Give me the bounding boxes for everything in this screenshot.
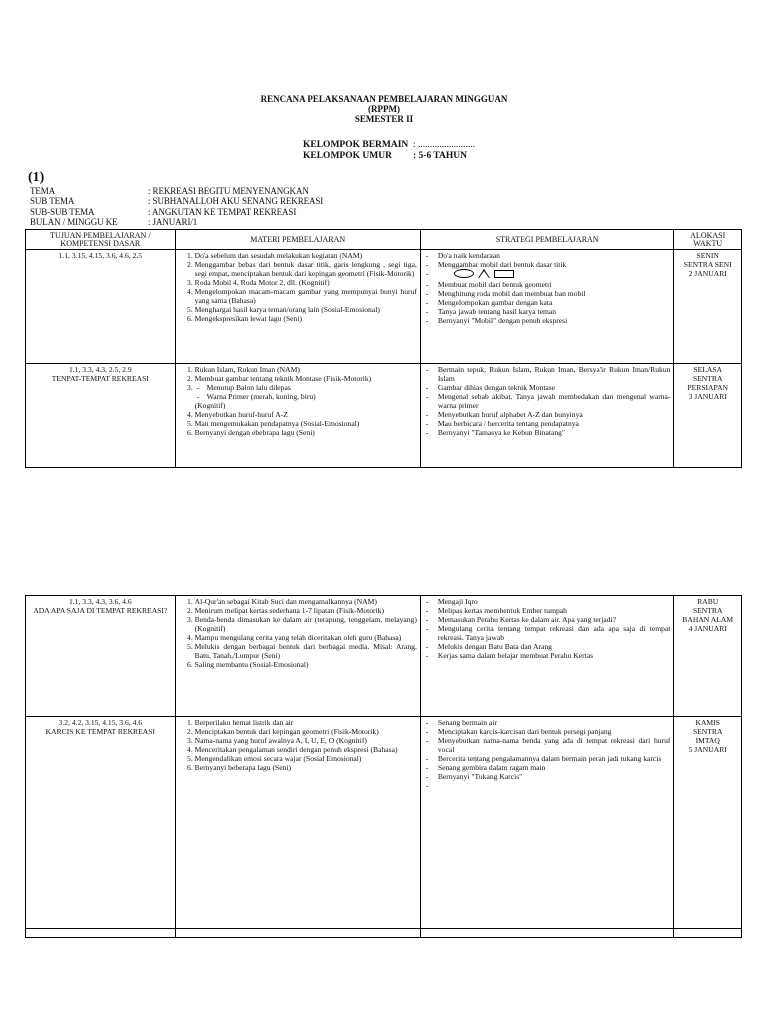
- list-item: - Menciptakan karcis-karcisan dari bentuk persegi panjang: [438, 727, 671, 736]
- materi-list: [179, 365, 417, 437]
- subsubtema-label: SUB-SUB TEMA: [30, 207, 95, 217]
- list-item: - Menggambar mobil dari bentuk dasar titik: [438, 260, 671, 269]
- materi-list: [179, 597, 417, 669]
- document-title: RENCANA PELAKSANAAN PEMBELAJARAN MINGGUAN: [260, 94, 508, 104]
- list-item: - Mengelompokan gambar dengan kata: [438, 298, 671, 307]
- kelompok-umur-line: [303, 151, 467, 161]
- list-item: 5. Melukis dengan berbagai bentuk dari berbagai media. Misal: Arang, Batu, Tanah,/Lumpur (Seni): [195, 642, 417, 660]
- waktu-sentra: SENTRA: [692, 727, 723, 736]
- list-item: - Warna Primer (merah, kuning, biru): [207, 392, 417, 401]
- table-row: [26, 717, 742, 929]
- list-item: - Menghitung roda mobil dan membuat ban mobil: [438, 289, 671, 298]
- list-item: - Mengaji Iqro: [438, 597, 671, 606]
- list-item: - Memasukan Perahu Kertas ke dalam air. Apa yang terjadi?: [438, 615, 671, 624]
- materi-cell: [175, 596, 420, 717]
- list-item: 3. Roda Mobil 4, Roda Motor 2, dll. (Kognitif): [195, 278, 417, 287]
- kd-numbers: 3.2, 4.2, 3.15, 4.15, 3.6, 4.6: [58, 718, 143, 727]
- waktu-date: 3 JANUARI: [688, 392, 727, 401]
- kd-title: TENPAT-TEMPAT REKREASI: [51, 374, 149, 383]
- waktu-date: 2 JANUARI: [688, 269, 727, 278]
- list-item: - Menyebutkan nama-nama benda yang ada di tempat rekreasi dari huruf vocal: [438, 736, 671, 754]
- list-item: 5. Mengendalikan emosi secara wajar (Sosial Emosional): [195, 754, 417, 763]
- waktu-day: RABU: [697, 597, 719, 606]
- strategi-cell: [420, 596, 674, 717]
- strategi-list: [424, 718, 671, 781]
- list-item: - Bermain tepuk, Rukun Islam, Rukun Iman, Bersya'ir Rukun Iman/Rukun Islam: [438, 365, 671, 383]
- list-item: 1. Berperilaku hemat listrik dan air: [195, 718, 417, 727]
- bulan-value: : JANUARI/1: [148, 217, 198, 227]
- list-item: 6. Bernyanyi beberapa lagu (Seni): [195, 763, 417, 772]
- waktu-cell: [674, 596, 742, 717]
- list-item: 2. Menciptakan bentuk dari kepingan geometri (Fisik-Motorik): [195, 727, 417, 736]
- list-item: 2. Menirum melipat kertas sederhana 1-7 lipatan (Fisik-Motorik): [195, 606, 417, 615]
- waktu-cell: [674, 250, 742, 364]
- waktu-day: SELASA: [693, 365, 723, 374]
- list-item: 4. Mampu mengulang cerita yang telah diceritakan oleh guru (Bahasa): [195, 633, 417, 642]
- semester-label: SEMESTER II: [354, 114, 414, 124]
- list-item: - Bercerita tentang pengalamannya dalam bermain peran jadi tukang karcis: [438, 754, 671, 763]
- list-item: 2. Menggambar bebas dari bentuk dasar titik, garis lengkung , segi tiga, segi empat, menciptakan bentuk dari kepingan geometri (Fisik-Motorik): [195, 260, 417, 278]
- list-item: 1. Do'a sebelum dan sesudah melakukan kegiatan (NAM): [195, 251, 417, 260]
- header-tujuan: TUJUAN PEMBELAJARAN / KOMPETENSI DASAR: [26, 230, 176, 250]
- kd-numbers: 1.1, 3.15, 4.15, 3.6, 4.6, 2.5: [58, 251, 143, 260]
- waktu-cell: [674, 717, 742, 929]
- waktu-date: 4 JANUARI: [688, 624, 727, 633]
- rppm-table-1: [25, 229, 742, 468]
- list-item: - Membuat mobil dari bentuk geometri: [438, 280, 671, 289]
- kd-title: KARCIS KE TEMPAT REKREASI: [45, 727, 155, 736]
- geometry-shapes: [438, 269, 671, 280]
- materi-note: (Kognitif): [194, 401, 226, 410]
- list-item: 5. Menghargai hasil karya teman/orang lain (Sosial-Emosional): [195, 305, 417, 314]
- subtema-value: : SUBHANALLOH AKU SENANG REKREASI: [148, 196, 324, 206]
- waktu-date: 5 JANUARI: [688, 745, 727, 754]
- waktu-sentra-name: BAHAN ALAM: [682, 615, 734, 624]
- kelompok-bermain-line: [303, 140, 475, 150]
- list-item: - Senang bermain air: [438, 718, 671, 727]
- waktu-sentra-name: PERSIAPAN: [687, 383, 729, 392]
- strategi-list: [424, 251, 671, 325]
- bulan-label: BULAN / MINGGU KE: [30, 217, 118, 227]
- waktu-cell: [674, 364, 742, 468]
- list-item: - Mengulang cerita tentang tempat rekreasi dan ada apa saja di tempat rekreasi. Tanya jawab: [438, 624, 671, 642]
- rectangle-icon: [494, 270, 514, 278]
- list-item: 1. Rukun Islam, Rukun Iman (NAM): [195, 365, 417, 374]
- header-strategi: STRATEGI PEMBELAJARAN: [420, 230, 674, 250]
- strategi-cell: [420, 250, 674, 364]
- list-item: 6. Saling membantu (Sosial-Emosional): [195, 660, 417, 669]
- list-item: - Bernyanyi "Tamasya ke Kebun Binatang": [438, 428, 671, 437]
- waktu-sentra-name: IMTAQ: [695, 736, 720, 745]
- materi-cell: [175, 717, 420, 929]
- kd-cell: [26, 596, 176, 717]
- list-item: [195, 383, 417, 410]
- rppm-table-2: [25, 595, 742, 938]
- table-row-empty: [26, 929, 742, 938]
- list-item: 5. Mau mengemukakan pendapatnya (Sosial-Emosional): [195, 419, 417, 428]
- empty-cell: [26, 929, 176, 938]
- kd-cell: [26, 250, 176, 364]
- list-item: 4. Mengelompokan macam-macam gambar yang mempunyai bunyi huruf yang sama (Bahasa): [195, 287, 417, 305]
- list-item: 4. Menyebutkan huruf-huruf A-Z: [195, 410, 417, 419]
- section-number: (1): [28, 170, 45, 185]
- document-abbrev: (RPPM): [368, 104, 400, 114]
- materi-sublist: [195, 383, 417, 401]
- list-item: - Kerjas sama dalam belajar membuat Perahu Kertas: [438, 651, 671, 660]
- header-materi: MATERI PEMBELAJARAN: [175, 230, 420, 250]
- list-item: - Tanya jawab tentang hasil karya teman: [438, 307, 671, 316]
- shape-icons: [454, 269, 514, 278]
- list-item: 3. Nama-nama yang huruf awalnya A, I, U, E, O (Kognitif): [195, 736, 417, 745]
- waktu-sentra: SENTRA SENI: [683, 260, 732, 269]
- strategi-cell: [420, 717, 674, 929]
- list-item: - 3. Menutup Balon lalu dilepas: [207, 383, 417, 392]
- kelompok-bermain-label: KELOMPOK BERMAIN: [303, 140, 409, 150]
- materi-cell: [175, 250, 420, 364]
- materi-cell: [175, 364, 420, 468]
- list-item: 4. Menceritakan pengalaman sendiri dengan penuh ekspresi (Bahasa): [195, 745, 417, 754]
- empty-cell: [420, 929, 674, 938]
- list-item: 1. Al-Qur'an sebagai Kitab Suci dan mengamalkannya (NAM): [195, 597, 417, 606]
- list-item: - Melipas kertas membentuk Ember tumpah: [438, 606, 671, 615]
- list-item: - Menyebutkan huruf alphabet A-Z dan bunyinya: [438, 410, 671, 419]
- list-item: 3. Benda-benda dimasukan ke dalam air (terapung, tenggelam, melayang) (Kognitif): [195, 615, 417, 633]
- tema-value: : REKREASI BEGITU MENYENANGKAN: [148, 186, 309, 196]
- tema-label: TEMA: [30, 186, 56, 196]
- kd-numbers: 1.1, 3.3, 4.3, 3.6, 4.6: [68, 597, 132, 606]
- empty-cell: [175, 929, 420, 938]
- strategi-cell: [420, 364, 674, 468]
- list-item: - Gambar dihias dengan teknik Montase: [438, 383, 671, 392]
- list-item: - Senang gembira dalam ragam main: [438, 763, 671, 772]
- strategi-list: [424, 365, 671, 437]
- materi-list: [179, 251, 417, 323]
- waktu-day: KAMIS: [695, 718, 720, 727]
- header-alokasi: ALOKASI WAKTU: [674, 230, 742, 250]
- table-header-row: [26, 230, 742, 250]
- list-item: - Mau berbicara / bercerita tentang pendapatnya: [438, 419, 671, 428]
- waktu-sentra: SENTRA: [692, 606, 723, 615]
- list-item: - Bernyanyi "Mobil" dengan penuh ekspresi: [438, 316, 671, 325]
- table-row: [26, 596, 742, 717]
- kd-numbers: 1.1, 3.3, 4.3, 2.5, 2.9: [68, 365, 132, 374]
- list-item: - Mengenal sebab akibat. Tanya jawab membedakan dan mengenal warna-warna primer: [438, 392, 671, 410]
- kelompok-umur-value: : 5-6 TAHUN: [413, 151, 468, 161]
- table-row: [26, 364, 742, 468]
- table-row: [26, 250, 742, 364]
- empty-cell: [674, 929, 742, 938]
- list-item: - Bernyanyi "Tukang Karcis": [438, 772, 671, 781]
- list-item: 6. Bernyanyi dengan ebebrapa lagu (Seni): [195, 428, 417, 437]
- kd-cell: [26, 717, 176, 929]
- strategi-list: [424, 597, 671, 660]
- list-item: - Melukis dengan Batu Bata dan Arang: [438, 642, 671, 651]
- subtema-label: SUB TEMA: [30, 196, 75, 206]
- list-item: - Do'a naik kendaraan: [438, 251, 671, 260]
- materi-list: [179, 718, 417, 772]
- subsubtema-value: : ANGKUTAN KE TEMPAT REKREASI: [148, 207, 297, 217]
- waktu-sentra: SENTRA: [692, 374, 723, 383]
- oval-icon: [454, 269, 474, 278]
- list-item: 6. Mengekspresikan lewat lagu (Seni): [195, 314, 417, 323]
- kd-cell: [26, 364, 176, 468]
- list-item: 2. Membuat gambar tentang teknik Montase (Fisik-Motorik): [195, 374, 417, 383]
- kelompok-bermain-value: : ........................: [413, 140, 476, 150]
- triangle-icon: [478, 269, 490, 278]
- kelompok-umur-label: KELOMPOK UMUR: [303, 151, 392, 161]
- waktu-day: SENIN: [696, 251, 719, 260]
- kd-title: ADA APA SAJA DI TEMPAT REKREASI?: [33, 606, 168, 615]
